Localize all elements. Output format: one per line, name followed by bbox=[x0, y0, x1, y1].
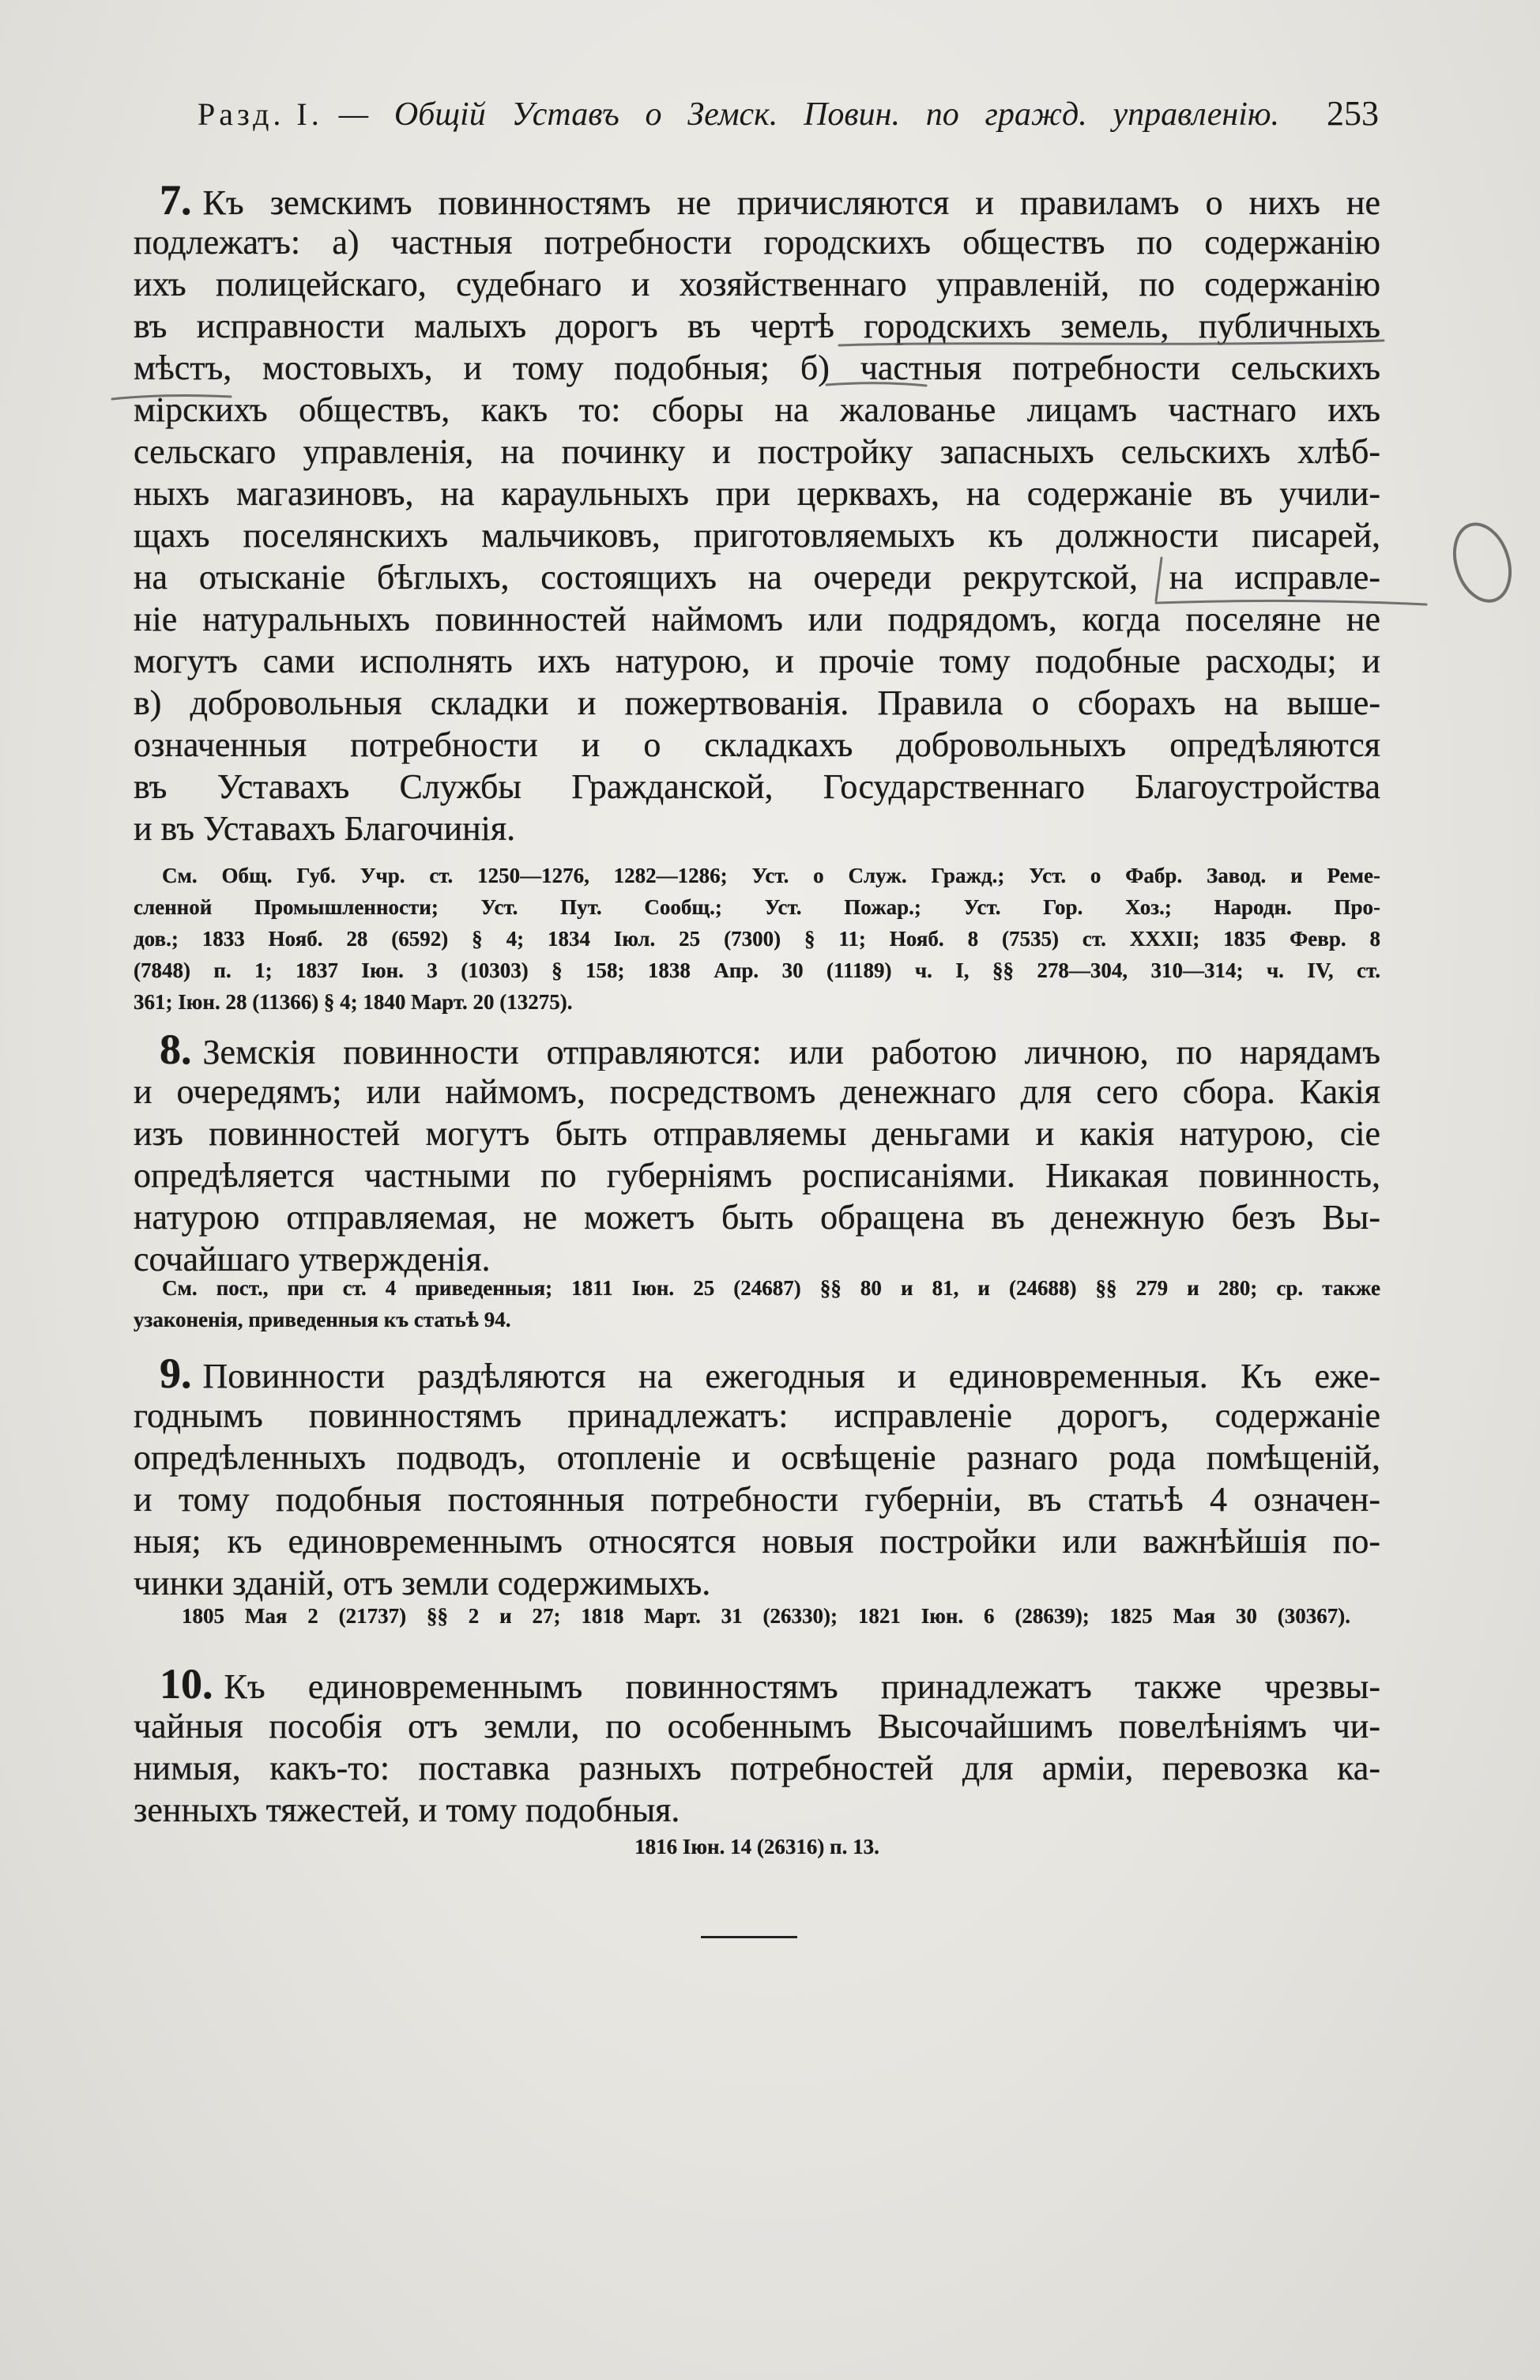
header-section: Разд. I. bbox=[198, 96, 323, 132]
article-line: мѣстъ, мостовыхъ, и тому подобныя; б) частныя потребности сельскихъ bbox=[134, 348, 1380, 387]
citation-line: сленной Промышленности; Уст. Пут. Сообщ.; Уст. Пожар.; Уст. Гор. Хоз.; Народн. Про- bbox=[134, 895, 1380, 919]
citation-line: узаконенія, приведенныя къ статьѣ 94. bbox=[134, 1308, 511, 1331]
article-line: годнымъ повинностямъ принадлежатъ: исправленіе дорогъ, содержаніе bbox=[134, 1396, 1380, 1435]
article-9 bbox=[134, 1353, 1380, 1604]
citation-line: См. Общ. Губ. Учр. ст. 1250—1276, 1282—1286; Уст. о Служ. Гражд.; Уст. о Фабр. Завод. и Реме- bbox=[162, 864, 1380, 887]
article-9-citation bbox=[134, 1600, 1380, 1632]
article-line: нимыя, какъ-то: поставка разныхъ потребностей для арміи, перевозка ка- bbox=[134, 1749, 1380, 1787]
article-line: и очередямъ; или наймомъ, посредствомъ денежнаго для сего сбора. Какія bbox=[134, 1072, 1380, 1111]
article-line: сельскаго управленія, на починку и постройку запасныхъ сельскихъ хлѣб- bbox=[134, 432, 1380, 471]
running-header bbox=[198, 93, 1379, 134]
article-line: чайныя пособія отъ земли, по особеннымъ Высочайшимъ повелѣніямъ чи- bbox=[134, 1707, 1380, 1745]
article-line bbox=[134, 1353, 1380, 1395]
article-text: Къ единовременнымъ повинностямъ принадлежатъ также чрезвы- bbox=[224, 1667, 1380, 1705]
article-number: 9. bbox=[160, 1353, 192, 1395]
citation-line: 1805 Мая 2 (21737) §§ 2 и 27; 1818 Март. 31 (26330); 1821 Іюн. 6 (28639); 1825 Мая 30 (30367). bbox=[182, 1604, 1350, 1628]
article-line: мірскихъ обществъ, какъ то: сборы на жалованье лицамъ частнаго ихъ bbox=[134, 390, 1380, 429]
article-7 bbox=[134, 179, 1380, 849]
article-line: въ Уставахъ Службы Гражданской, Государственнаго Благоустройства bbox=[134, 767, 1380, 806]
article-text: Къ земскимъ повинностямъ не причисляются и правиламъ о нихъ не bbox=[202, 183, 1380, 221]
article-line: в) добровольныя складки и пожертвованія. Правила о сборахъ на выше- bbox=[134, 683, 1380, 722]
article-line: и тому подобныя постоянныя потребности губерніи, въ статьѣ 4 означен- bbox=[134, 1480, 1380, 1519]
article-line: чинки зданій, отъ земли содержимыхъ. bbox=[134, 1564, 711, 1602]
article-number: 10. bbox=[160, 1663, 213, 1705]
article-line: натурою отправляемая, не можетъ быть обращена въ денежную безъ Вы- bbox=[134, 1198, 1380, 1237]
article-text: Повинности раздѣляются на ежегодныя и единовременныя. Къ еже- bbox=[202, 1357, 1380, 1395]
article-number: 8. bbox=[160, 1029, 192, 1071]
article-line: зенныхъ тяжестей, и тому подобныя. bbox=[134, 1791, 680, 1829]
article-line: ніе натуральныхъ повинностей наймомъ или подрядомъ, когда поселяне не bbox=[134, 600, 1380, 638]
article-line: въ исправности малыхъ дорогъ въ чертѣ городскихъ земель, публичныхъ bbox=[134, 307, 1380, 345]
article-number: 7. bbox=[160, 179, 192, 221]
article-10 bbox=[134, 1663, 1380, 1831]
article-line: опредѣленныхъ подводъ, отопленіе и освѣщеніе разнаго рода помѣщеній, bbox=[134, 1438, 1380, 1477]
article-line bbox=[134, 1663, 1380, 1705]
header-title: — Общій Уставъ о Земск. Повин. по гражд. управленію. bbox=[338, 96, 1279, 133]
article-line: ихъ полицейскаго, судебнаго и хозяйственнаго управленій, по содержанію bbox=[134, 265, 1380, 303]
article-line: на отысканіе бѣглыхъ, состоящихъ на очереди рекрутской, на исправле- bbox=[134, 558, 1380, 597]
article-line: ныхъ магазиновъ, на караульныхъ при церквахъ, на содержаніе въ учили- bbox=[134, 474, 1380, 513]
article-7-citation bbox=[134, 860, 1380, 1018]
article-line: опредѣляется частными по губерніямъ росписаніями. Никакая повинность, bbox=[134, 1156, 1380, 1195]
article-text: Земскія повинности отправляются: или работою личною, по нарядамъ bbox=[202, 1033, 1380, 1071]
article-line: изъ повинностей могутъ быть отправляемы деньгами и какія натурою, сіе bbox=[134, 1114, 1380, 1153]
citation-line: 361; Іюн. 28 (11366) § 4; 1840 Март. 20 (13275). bbox=[134, 990, 573, 1014]
end-rule bbox=[701, 1936, 797, 1938]
article-10-citation bbox=[134, 1831, 1380, 1862]
article-8-citation bbox=[134, 1272, 1380, 1335]
article-line: означенныя потребности и о складкахъ добровольныхъ опредѣляются bbox=[134, 725, 1380, 764]
article-line bbox=[134, 1029, 1380, 1071]
article-line bbox=[134, 179, 1380, 221]
article-line: могутъ сами исполнять ихъ натурою, и прочіе тому подобные расходы; и bbox=[134, 642, 1380, 680]
page-number: 253 bbox=[1327, 94, 1379, 133]
article-line: и въ Уставахъ Благочинія. bbox=[134, 809, 516, 848]
citation-line: См. пост., при ст. 4 приведенныя; 1811 Іюн. 25 (24687) §§ 80 и 81, и (24688) §§ 279 и 280; ср. также bbox=[162, 1276, 1380, 1300]
article-line: сочайшаго утвержденія. bbox=[134, 1240, 491, 1278]
article-line: ныя; къ единовременнымъ относятся новыя постройки или важнѣйшія по- bbox=[134, 1522, 1380, 1561]
margin-o-mark bbox=[1445, 517, 1519, 608]
article-line: щахъ поселянскихъ мальчиковъ, приготовляемыхъ къ должности писарей, bbox=[134, 516, 1380, 555]
citation-line: дов.; 1833 Нояб. 28 (6592) § 4; 1834 Іюл. 25 (7300) § 11; Нояб. 8 (7535) ст. XXXII; 1835 Февр. 8 bbox=[134, 927, 1380, 951]
article-line: подлежатъ: а) частныя потребности городскихъ обществъ по содержанію bbox=[134, 223, 1380, 262]
citation-line: (7848) п. 1; 1837 Іюн. 3 (10303) § 158; 1838 Апр. 30 (11189) ч. I, §§ 278—304, 310—314; ч. IV, ст. bbox=[134, 958, 1380, 982]
citation-line: 1816 Іюн. 14 (26316) п. 13. bbox=[634, 1835, 879, 1858]
article-8 bbox=[134, 1029, 1380, 1280]
